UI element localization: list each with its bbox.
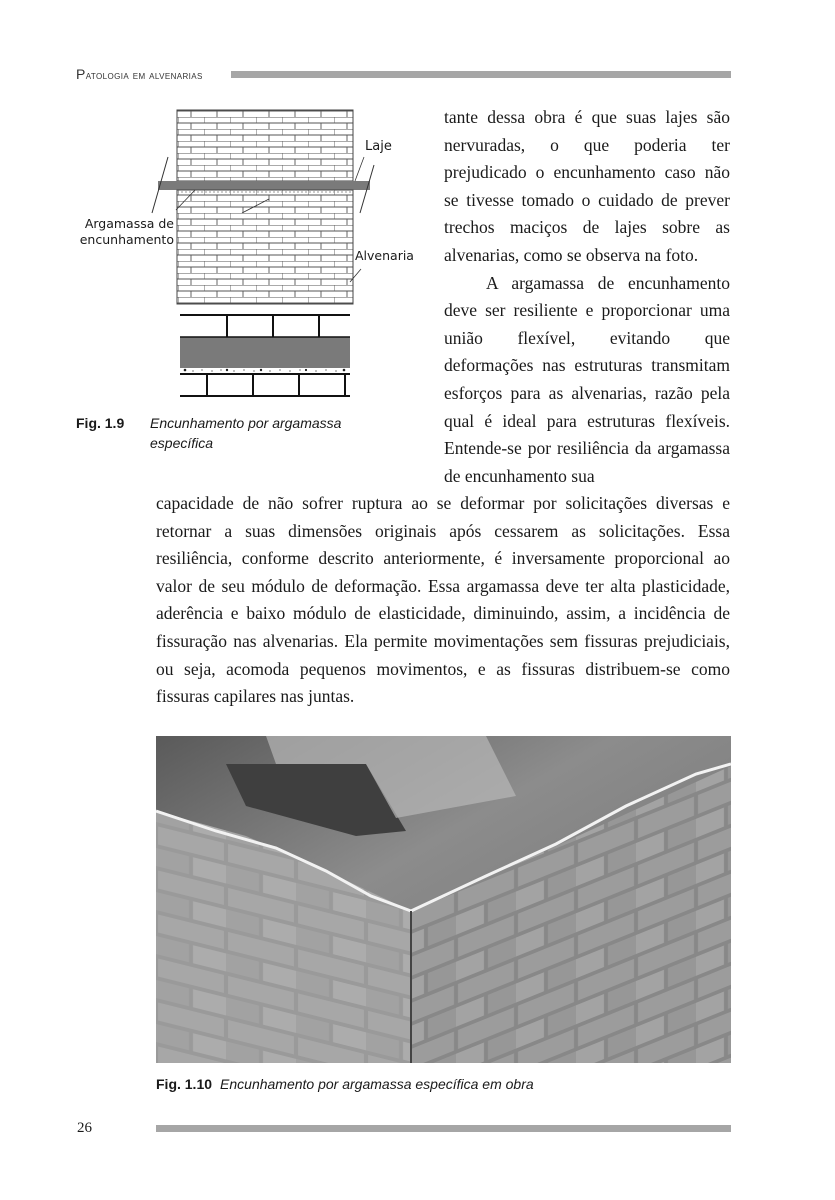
body-text-full bbox=[156, 490, 730, 711]
running-head-initial: P bbox=[76, 66, 86, 82]
label-mortar-line2: encunhamento bbox=[79, 232, 174, 247]
label-slab: Laje bbox=[365, 139, 392, 154]
label-mortar-line1: Argamassa de bbox=[84, 216, 174, 231]
joint-detail bbox=[180, 315, 350, 396]
label-masonry: Alvenaria bbox=[355, 248, 414, 263]
masonry-wall-upper bbox=[177, 110, 353, 181]
header-rule bbox=[231, 71, 731, 78]
running-head-title: atologia em alvenarias bbox=[85, 70, 203, 82]
figure-1-9-number: Fig. 1.9 bbox=[76, 415, 125, 431]
slab bbox=[158, 181, 370, 190]
paragraph-resilience: capacidade de não sofrer ruptura ao se deformar por solicitações diversas e retornar a suas dimensões originais após cessarem as solicitações. Essa resiliência, conforme descrito anteriormente, é inversamente proporcional ao valor de seu módulo de deformação. Essa argamassa deve ter alta plasticidade, aderência e baixo módulo de elasticidade, diminuindo, assim, a incidência de fissuração nas alvenarias. Ela permite movimentações sem fissuras prejudiciais, ou seja, acomoda pequenos movimentos, e as fissuras distribuem-se como fissuras capilares nas juntas. bbox=[156, 493, 730, 707]
figure-1-10-caption bbox=[156, 1074, 731, 1094]
construction-photo bbox=[156, 736, 731, 1063]
paragraph-wedging-mortar: A argamassa de encunhamento deve ser resiliente e proporcionar uma união flexível, evitando que deformações nas estruturas transmitam esforços para as alvenarias, razão pela qual é ideal para estruturas flexíveis. Entende-se por resiliência da argamassa de encunhamento sua bbox=[444, 272, 730, 486]
page-number: 26 bbox=[77, 1120, 92, 1136]
figure-1-10-title: Encunhamento por argamassa específica em obra bbox=[220, 1076, 534, 1092]
masonry-corner-photo bbox=[156, 736, 731, 1063]
body-text-column bbox=[444, 104, 730, 490]
figure-1-9-title: Encunhamento por argamassa específica bbox=[150, 415, 342, 451]
wedging-diagram bbox=[74, 105, 430, 405]
figure-1-10-number: Fig. 1.10 bbox=[156, 1076, 213, 1092]
footer-rule bbox=[156, 1125, 731, 1132]
running-head bbox=[76, 66, 203, 82]
figure-1-9-caption bbox=[76, 413, 376, 453]
masonry-wall-lower bbox=[177, 190, 353, 304]
paragraph-continued: tante dessa obra é que suas lajes são nervuradas, o que poderia ter prejudicado o encunhamento caso não se tivesse tomado o cuidado de prever trechos maciços de lajes sobre as alvenarias, como se observa na foto. bbox=[444, 107, 730, 265]
